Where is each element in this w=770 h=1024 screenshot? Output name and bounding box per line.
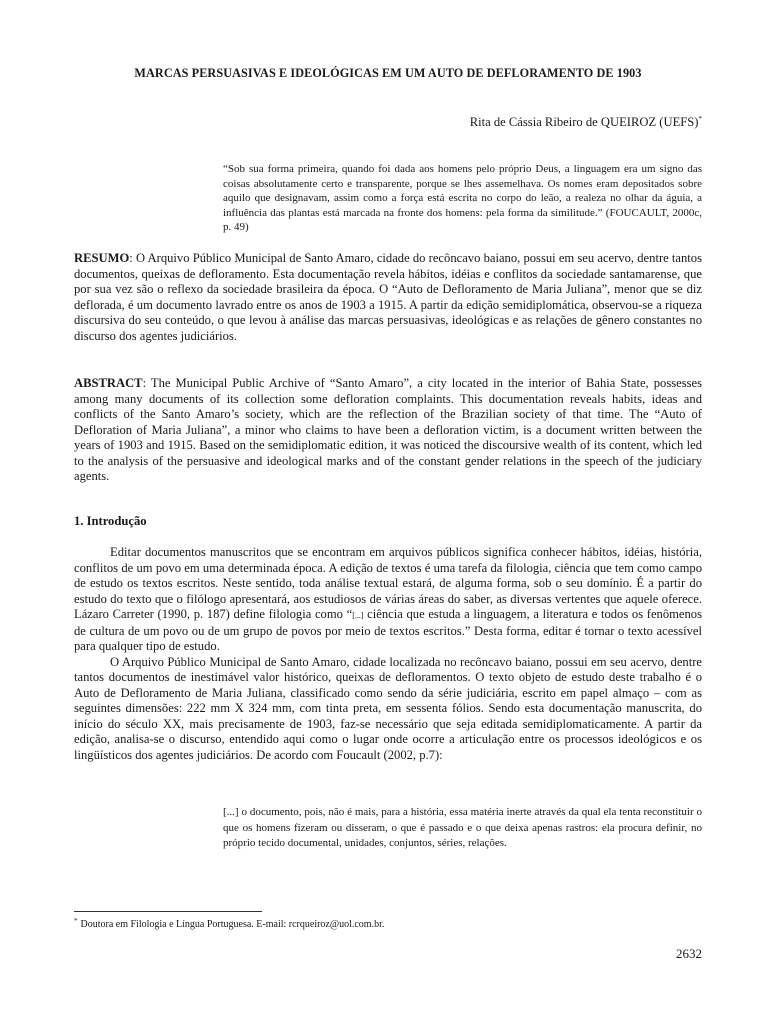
footnote-mark: * [74,916,78,925]
paragraph-1-part-a: Editar documentos manuscritos que se encontram em arquivos públicos significa conhecer hábitos, idéias, história, conflitos de um povo em uma determinada época. A edição de textos é uma tarefa da filologia, ciência que tem como campo de estudo os textos escritos. Neste sentido, toda análise textual estará, de alguma forma, sob o seu domínio. É a partir do estudo do texto que o filólogo apresentará, aos estudiosos de várias áreas do saber, as diversas vertentes que aquele oferece. Lázaro Carreter (1990, p. 187) define filologia como “ [74,545,702,621]
author-name: Rita de Cássia Ribeiro de QUEIROZ (UEFS) [469,115,699,129]
footnote-text: Doutora em Filologia e Língua Portuguesa. E-mail: rcrqueiroz@uol.com.br. [80,919,385,930]
paper-title: MARCAS PERSUASIVAS E IDEOLÓGICAS EM UM AUTO DE DEFLORAMENTO DE 1903 [134,66,642,80]
paragraph-1-part-b: ciência que estuda a linguagem, a literatura e todos os fenômenos de cultura de um povo ou de um grupo de povos por meio de textos escritos.” Desta forma, editar é tornar o texto acessível para qualquer tipo de estudo. [74,607,703,653]
section-heading: 1. Introdução [74,514,147,528]
author-line [470,115,702,130]
page-number: 2632 [676,946,702,961]
abstract-text: : The Municipal Public Archive of “Santo Amaro”, a city located in the interior of Bahia State, possesses among many documents of its collection some defloration complaints. This documentation reveals habits, ideas and conflicts of the Santo Amaro’s society, which are the reflection of the Brazilian society of that time. The “Auto of Defloration of Maria Juliana”, a minor who claims to have been a defloration victim, is a document written between the years of 1903 and 1915. Based on the semidiplomatic edition, it was noticed the discoursive wealth of its content, which led to the analysis of the persuasive and ideological marks and of the constant gender relations in the speech of the judiciary agents. [74,376,702,483]
abstract-label: ABSTRACT [74,376,143,390]
footnote-divider [74,911,262,912]
resumo-text: : O Arquivo Público Municipal de Santo Amaro, cidade do recôncavo baiano, possui em seu acervo, dentre tantos documentos, queixas de defloramento. Esta documentação revela hábitos, idéias e conflitos da sociedade santamarense, que por sua vez são o reflexo da sociedade brasileira da época. O “Auto de Defloramento de Maria Juliana”, menor que se diz deflorada, é um documento lavrado entre os anos de 1903 a 1915. A partir da edição semidiplomática, observou-se a riqueza discursiva do seu conteúdo, o que levou à análise das marcas persuasivas, ideológicas e as relações de gênero constantes no discurso dos agentes judiciários. [74,251,702,343]
introduction-paragraph-1 [74,545,702,655]
resumo-label: RESUMO [74,251,130,265]
introduction-paragraph-2: O Arquivo Público Municipal de Santo Amaro, cidade localizada no recôncavo baiano, possui em seu acervo, dentre tantos documentos de inestimável valor histórico, queixas de defloramentos. O texto objeto de estudo deste trabalho é o Auto de Defloramento de Maria Juliana, classificado como sendo da série judiciária, escrito em papel almaço – com as seguintes dimensões: 222 mm X 324 mm, com tinta preta, em sessenta fólios. Sendo esta documentação manuscrita, do início do século XX, mais precisamente de 1903, faz-se necessário que seja editada semidiplomaticamente. A partir da edição, analisa-se o discurso, entendido aqui como o lugar onde ocorre a articulação entre os processos ideológicos e os lingüísticos dos agentes judiciários. De acordo com Foucault (2002, p.7): [74,654,702,762]
footnote [74,916,385,930]
resumo-paragraph [74,251,702,344]
epigraph: “Sob sua forma primeira, quando foi dada aos homens pelo próprio Deus, a linguagem era um signo das coisas absolutamente certo e transparente, porque se lhes assemelhava. Os nomes eram depositados sobre aquilo que designavam, assim como a força está escrita no corpo do leão, a realeza no olhar da águia, a influência das plantas está marcada na fronte dos homens: pela forma da similitude.” (FOUCAULT, 2000c, p. 49) [223,163,702,234]
paragraph-1-ellipsis: [...] [352,611,364,620]
abstract-paragraph [74,376,702,485]
introduction-body [74,545,702,763]
author-footnote-mark: * [698,114,702,123]
block-quote: [...] o documento, pois, não é mais, para a história, essa matéria inerte através da qual ela tenta reconstituir o que os homens fizeram ou disseram, o que é passado e o que deixa apenas rastros: ela procura definir, no próprio tecido documental, unidades, conjuntos, séries, relações. [223,806,702,849]
